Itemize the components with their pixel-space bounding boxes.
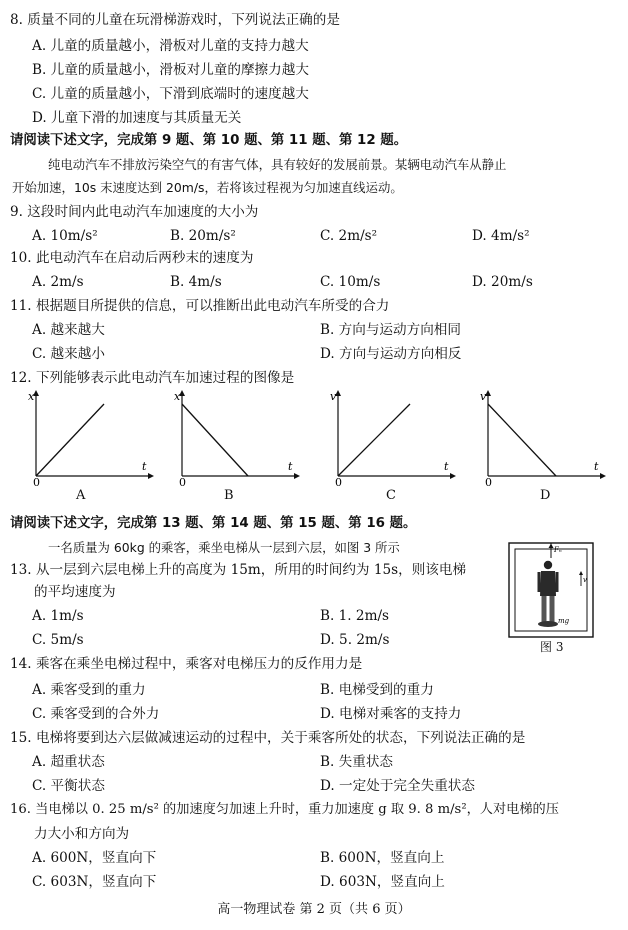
graph-a-t-arrow (148, 473, 154, 479)
q11-option-a: A. 越来越大 (32, 322, 105, 338)
graph-b-origin: 0 (179, 476, 186, 486)
q9-option-d: D. 4m/s² (472, 228, 530, 244)
passenger-head (544, 561, 552, 569)
graph-d-line (488, 404, 556, 476)
q10-option-a: A. 2m/s (32, 274, 84, 290)
reading2-line1: 一名质量为 60kg 的乘客，乘坐电梯从一层到六层，如图 3 所示 (48, 540, 400, 555)
graph-a (24, 386, 154, 486)
q16-option-d: D. 603N，竖直向上 (320, 874, 445, 890)
q13-stem-line2: 的平均速度为 (34, 584, 116, 600)
reading1-line2: 开始加速，10s 末速度达到 20m/s，若将该过程视为匀加速直线运动。 (12, 180, 403, 195)
q11-option-d: D. 方向与运动方向相反 (320, 346, 462, 362)
q8-option-c: C. 儿童的质量越小，下滑到底端时的速度越大 (32, 86, 309, 102)
graph-c-line (338, 404, 410, 476)
q14-option-a: A. 乘客受到的重力 (32, 682, 146, 698)
graph-a-label: A (76, 488, 86, 503)
q15-option-a: A. 超重状态 (32, 754, 105, 770)
q13-stem-line1: 13. 从一层到六层电梯上升的高度为 15m，所用的时间约为 15s，则该电梯 (10, 562, 467, 578)
q14-stem: 14. 乘客在乘坐电梯过程中，乘客对电梯压力的反作用力是 (10, 656, 363, 672)
q11-option-b: B. 方向与运动方向相同 (320, 322, 461, 338)
graph-d-t-arrow (600, 473, 606, 479)
reading1-line1: 纯电动汽车不排放污染空气的有害气体，具有较好的发展前景。某辆电动汽车从静止 (48, 157, 507, 172)
q9-stem: 9. 这段时间内此电动汽车加速度的大小为 (10, 204, 259, 220)
passenger-torso (540, 571, 556, 596)
weight-label: mg (558, 617, 570, 625)
q8-option-a: A. 儿童的质量越小，滑板对儿童的支持力越大 (32, 38, 309, 54)
q15-option-d: D. 一定处于完全失重状态 (320, 778, 475, 794)
q9-option-c: C. 2m/s² (320, 228, 378, 244)
q15-option-c: C. 平衡状态 (32, 778, 105, 794)
passenger-feet (538, 621, 558, 627)
graph-d-label: D (540, 488, 551, 503)
q16-stem-line1: 16. 当电梯以 0. 25 m/s² 的加速度匀加速上升时，重力加速度 g 取 9. 8 m/s²，人对电梯的压 (10, 802, 559, 817)
passenger-left-arm (538, 572, 541, 592)
q13-option-a: A. 1m/s (32, 608, 84, 624)
graph-b-label: B (224, 488, 234, 503)
page-footer: 高一物理试卷 第 2 页（共 6 页） (217, 902, 411, 917)
graph-b (170, 386, 300, 486)
q10-option-d: D. 20m/s (472, 274, 533, 290)
q16-option-a: A. 600N，竖直向下 (32, 850, 157, 866)
passenger-right-leg (550, 596, 555, 622)
q8-option-d: D. 儿童下滑的加速度与其质量无关 (32, 110, 242, 126)
graph-c-y-label: v (330, 390, 337, 403)
passenger-left-leg (542, 596, 547, 622)
graph-c (326, 386, 456, 486)
graph-b-t-label: t (288, 460, 293, 473)
velocity-label: v (583, 576, 587, 584)
q16-option-b: B. 600N，竖直向上 (320, 850, 445, 866)
q15-stem: 15. 电梯将要到达六层做减速运动的过程中，关于乘客所处的状态，下列说法正确的是 (10, 730, 526, 746)
graph-b-y-label: x (174, 390, 181, 403)
figure3-elevator (508, 542, 594, 638)
graph-a-y-label: x (28, 390, 35, 403)
q8-option-b: B. 儿童的质量越小，滑板对儿童的摩擦力越大 (32, 62, 309, 78)
q15-option-b: B. 失重状态 (320, 754, 394, 770)
q9-option-b: B. 20m/s² (170, 228, 236, 244)
q16-option-c: C. 603N，竖直向下 (32, 874, 157, 890)
graph-c-t-label: t (444, 460, 449, 473)
reading2-heading: 请阅读下述文字，完成第 13 题、第 14 题、第 15 题、第 16 题。 (10, 516, 417, 531)
graph-a-t-label: t (142, 460, 147, 473)
q10-option-c: C. 10m/s (320, 274, 381, 290)
q10-option-b: B. 4m/s (170, 274, 222, 290)
graph-c-label: C (386, 488, 396, 503)
q11-stem: 11. 根据题目所提供的信息，可以推断出此电动汽车所受的合力 (10, 298, 390, 314)
figure3-caption: 图 3 (540, 640, 564, 654)
graph-b-line (182, 404, 248, 476)
graph-a-line (36, 404, 104, 476)
normal-force-label: Fₙ (554, 546, 562, 554)
graph-d-origin: 0 (485, 476, 492, 486)
q8-stem: 8. 质量不同的儿童在玩滑梯游戏时，下列说法正确的是 (10, 12, 340, 28)
graph-b-t-arrow (294, 473, 300, 479)
graph-d (476, 386, 606, 486)
graph-d-t-label: t (594, 460, 599, 473)
q11-option-c: C. 越来越小 (32, 346, 105, 362)
q14-option-b: B. 电梯受到的重力 (320, 682, 434, 698)
graph-c-origin: 0 (335, 476, 342, 486)
q10-stem: 10. 此电动汽车在启动后两秒末的速度为 (10, 250, 254, 266)
graph-c-t-arrow (450, 473, 456, 479)
graph-d-y-label: v (480, 390, 487, 403)
reading1-heading: 请阅读下述文字，完成第 9 题、第 10 题、第 11 题、第 12 题。 (10, 133, 408, 148)
q14-option-d: D. 电梯对乘客的支持力 (320, 706, 462, 722)
q13-option-c: C. 5m/s (32, 632, 84, 648)
q9-option-a: A. 10m/s² (32, 228, 98, 244)
q13-option-b: B. 1. 2m/s (320, 608, 390, 624)
q14-option-c: C. 乘客受到的合外力 (32, 706, 160, 722)
graph-a-origin: 0 (33, 476, 40, 486)
q16-stem-line2: 力大小和方向为 (34, 826, 130, 842)
q12-stem: 12. 下列能够表示此电动汽车加速过程的图像是 (10, 370, 295, 386)
passenger-right-arm (556, 572, 559, 592)
q13-option-d: D. 5. 2m/s (320, 632, 390, 648)
